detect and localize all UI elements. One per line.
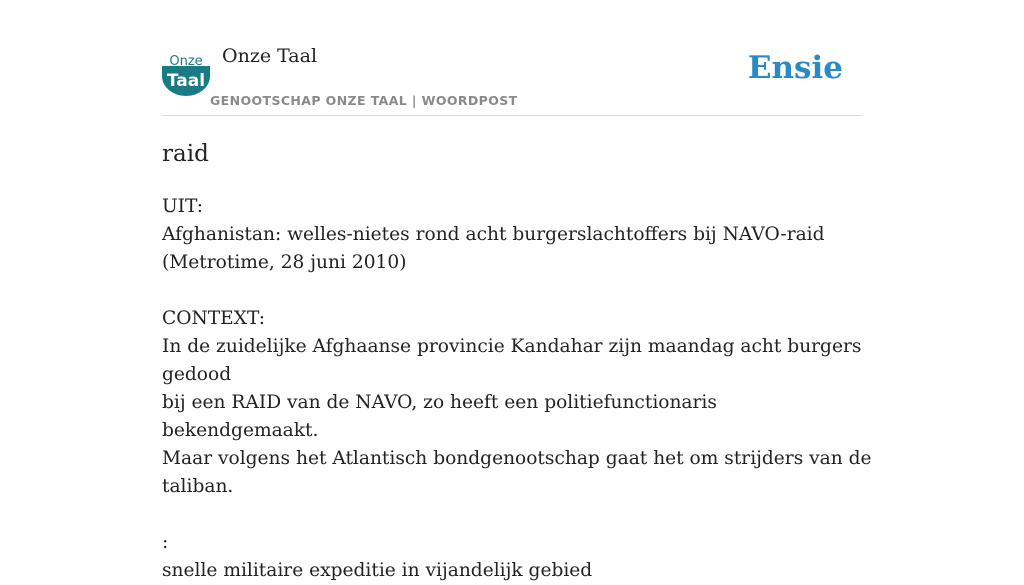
entry-content: [162, 136, 872, 585]
ensie-brand-link[interactable]: Ensie: [747, 50, 843, 86]
entry-body: UIT: Afghanistan: welles-nietes rond acht burgerslachtoffers bij NAVO-raid (Metrotime, 28 juni 2010) CONTEXT: In de zuidelijke Afghaanse provincie Kandahar zijn maandag acht burgers gedood bij een RAID van de NAVO, zo heeft een politiefunctionaris bekendgemaakt. Maar volgens het Atlantisch bondgenootschap gaat het om strijders van de taliban. : snelle militaire expeditie in vijandelijk gebied: [162, 196, 872, 581]
onze-taal-logo[interactable]: [162, 52, 210, 96]
logo-text-bottom: Taal: [166, 71, 206, 91]
site-name[interactable]: Onze Taal: [222, 45, 318, 67]
site-subtitle: GENOOTSCHAP ONZE TAAL | WOORDPOST: [210, 93, 518, 108]
logo-text-top: Onze: [169, 54, 203, 69]
onze-taal-logo-icon: [162, 52, 210, 96]
entry-title: raid: [162, 141, 209, 167]
header: [162, 0, 862, 116]
